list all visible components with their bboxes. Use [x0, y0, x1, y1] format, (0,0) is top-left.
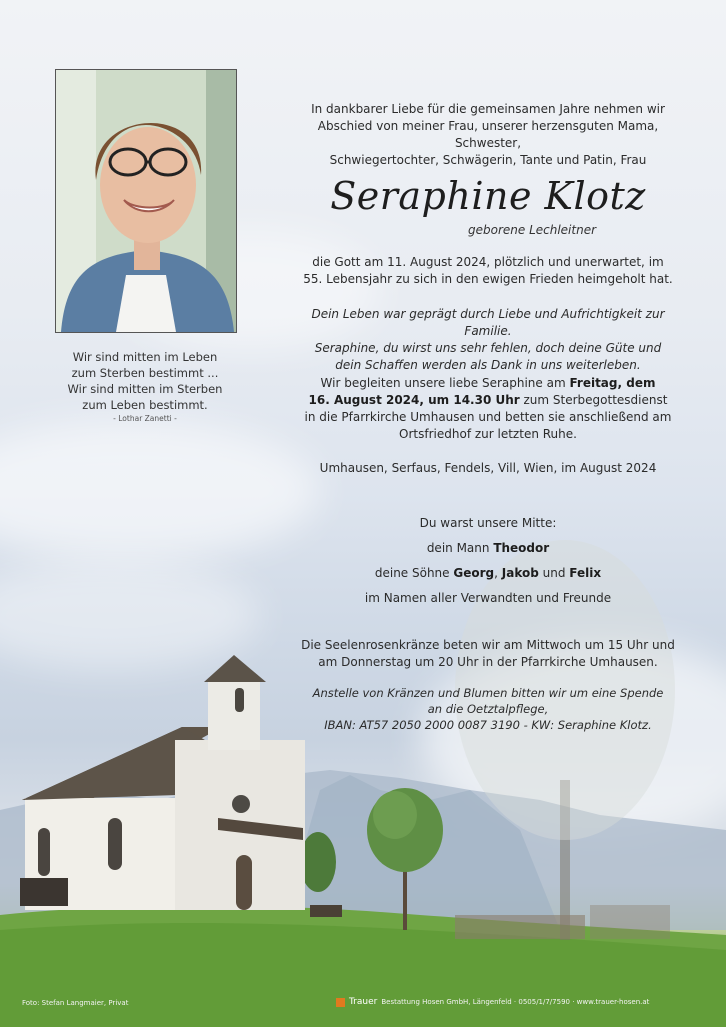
donation-info [296, 685, 680, 733]
son-name: Felix [569, 566, 602, 580]
death-notice [296, 254, 680, 288]
intro-text [296, 101, 680, 169]
funeral-text: zum Sterbegottesdienst [519, 393, 668, 407]
death-line: 55. Lebensjahr zu sich in den ewigen Frieden heimgeholt hat. [303, 272, 673, 286]
death-line: die Gott am 11. August 2024, plötzlich und unerwartet, im [312, 255, 664, 269]
poem-author: - Lothar Zanetti - [113, 414, 177, 423]
deceased-name: Seraphine Klotz [330, 174, 646, 218]
separator: , [494, 566, 502, 580]
portrait-image [56, 70, 236, 332]
family-sons [296, 561, 680, 586]
donation-line: IBAN: AT57 2050 2000 0087 3190 - KW: Seraphine Klotz. [324, 718, 652, 732]
tribute-line: Seraphine, du wirst uns sehr fehlen, doch deine Güte und [314, 341, 662, 355]
separator: und [538, 566, 570, 580]
donation-line: an die Oetztalpflege, [427, 702, 549, 716]
tribute-text [296, 306, 680, 374]
publisher-info [336, 997, 649, 1007]
funeral-line: in die Pfarrkirche Umhausen und betten sie anschließend am [304, 410, 672, 424]
brand-logo-icon [336, 998, 345, 1007]
photo-credit: Foto: Stefan Langmaier, Privat [22, 999, 129, 1007]
intro-line: In dankbarer Liebe für die gemeinsamen Jahre nehmen wir [311, 102, 665, 116]
poem-line: zum Leben bestimmt. [82, 398, 208, 412]
poem-line: Wir sind mitten im Sterben [67, 382, 223, 396]
intro-line: Schwiegertochter, Schwägerin, Tante und Patin, Frau [329, 153, 647, 167]
tribute-line: dein Schaffen werden als Dank in uns weiterleben. [335, 358, 641, 372]
funeral-line [296, 392, 680, 409]
family-label: deine Söhne [374, 566, 454, 580]
poem-line: zum Sterben bestimmt ... [71, 366, 219, 380]
poem-line: Wir sind mitten im Leben [72, 350, 218, 364]
son-name: Georg [453, 566, 495, 580]
rosary-line: Die Seelenrosenkränze beten wir am Mittwoch um 15 Uhr und [301, 638, 675, 652]
funeral-time: 16. August 2024, um 14.30 Uhr [308, 393, 520, 407]
funeral-line [296, 375, 680, 392]
portrait-photo [55, 69, 237, 333]
husband-name: Theodor [493, 541, 550, 555]
poem [55, 349, 235, 425]
donation-line: Anstelle von Kränzen und Blumen bitten wir um eine Spende [312, 686, 664, 700]
place-date: Umhausen, Serfaus, Fendels, Vill, Wien, im August 2024 [319, 461, 657, 475]
rosary-line: am Donnerstag um 20 Uhr in der Pfarrkirche Umhausen. [318, 655, 658, 669]
maiden-name: geborene Lechleitner [467, 223, 597, 237]
publisher-details: Bestattung Hosen GmbH, Längenfeld · 0505/1/7/7590 · www.trauer-hosen.at [381, 998, 650, 1006]
funeral-text: Wir begleiten unsere liebe Seraphine am [320, 376, 570, 390]
brand-name: Trauer [349, 997, 378, 1007]
family-intro: Du warst unsere Mitte: [419, 516, 557, 530]
son-name: Jakob [501, 566, 539, 580]
family-list [296, 511, 680, 611]
family-husband [296, 536, 680, 561]
funeral-date: Freitag, dem [569, 376, 656, 390]
family-relatives: im Namen aller Verwandten und Freunde [364, 591, 612, 605]
tribute-line: Dein Leben war geprägt durch Liebe und Aufrichtigkeit zur Familie. [311, 307, 665, 338]
rosary-info [296, 637, 680, 671]
funeral-line: Ortsfriedhof zur letzten Ruhe. [399, 427, 577, 441]
family-label: dein Mann [426, 541, 494, 555]
intro-line: Abschied von meiner Frau, unserer herzensguten Mama, Schwester, [317, 119, 659, 150]
funeral-info [296, 375, 680, 443]
